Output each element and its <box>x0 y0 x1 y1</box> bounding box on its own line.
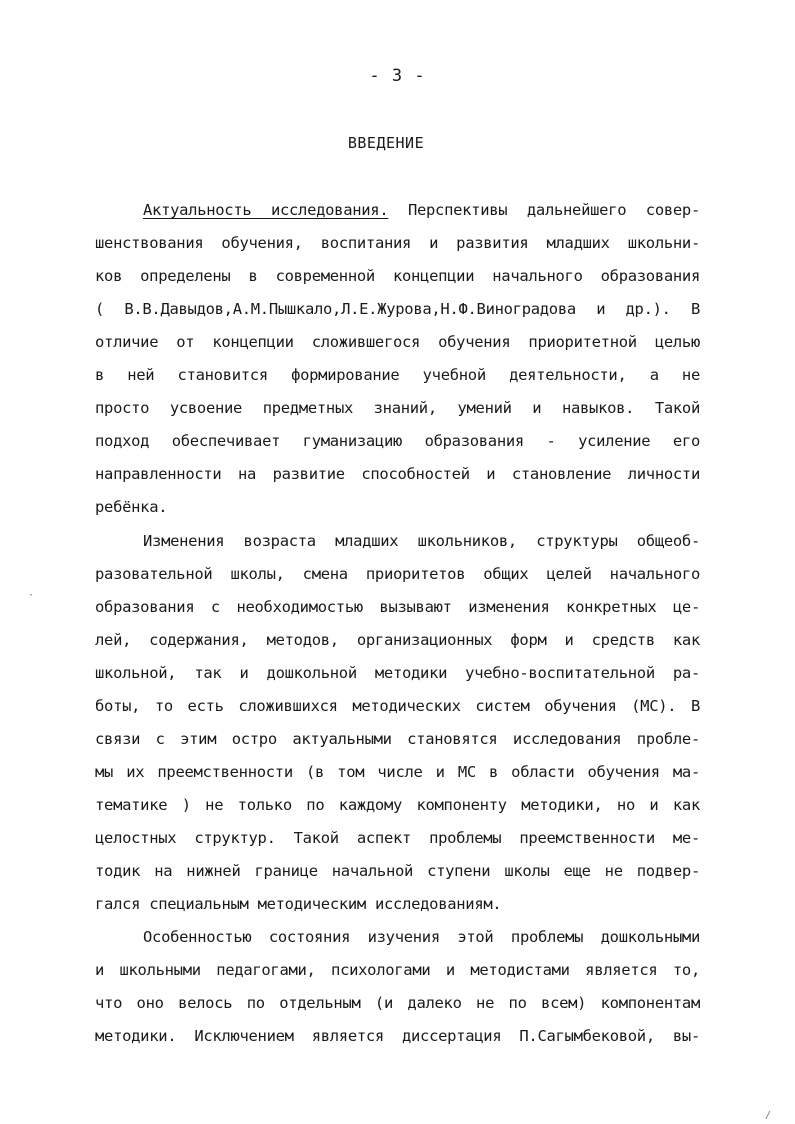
paragraph-1-line-3: ков определены в современной концепции начального образования <box>95 267 700 285</box>
paragraph-2-line-1: Изменения возраста младших школьников, структуры общеоб- <box>143 532 700 550</box>
scan-speck: / <box>765 1110 772 1121</box>
paragraph-2-line-6: боты, то есть сложившихся методических систем обучения (МС). В <box>95 697 700 715</box>
paragraph-2-line-12: гался специальным методическим исследованиям. <box>95 895 502 913</box>
paragraph-3-line-2: и школьными педагогами, психологами и методистами является то, <box>95 961 700 979</box>
section-heading: ВВЕДЕНИЕ <box>347 134 425 152</box>
page-number: - 3 - <box>369 66 426 86</box>
paragraph-2-line-4: лей, содержания, методов, организационных форм и средств как <box>95 631 700 649</box>
paragraph-2-line-8: мы их преемственности (в том числе и МС в области обучения ма- <box>95 763 700 781</box>
paragraph-1-line-10: ребёнка. <box>95 498 168 516</box>
paragraph-1-line-2: шенствования обучения, воспитания и развития младших школьни- <box>95 234 700 252</box>
paragraph-2-line-9: тематике ) не только по каждому компоненту методики, но и как <box>95 796 700 814</box>
paragraph-2-line-7: связи с этим остро актуальными становятся исследования пробле- <box>95 730 700 748</box>
line-text: Перспективы дальнейшего совер- <box>388 201 700 219</box>
paragraph-1-line-6: в ней становится формирование учебной деятельности, а не <box>95 366 700 384</box>
paragraph-1-line-9: направленности на развитие способностей и становление личности <box>95 465 700 483</box>
paragraph-3-line-1: Особенностью состояния изучения этой проблемы дошкольными <box>143 928 700 946</box>
paragraph-3-line-4: методики. Исключением является диссертация П.Сагымбековой, вы- <box>95 1027 700 1045</box>
paragraph-1-line-8: подход обеспечивает гуманизацию образования - усиление его <box>95 432 700 450</box>
paragraph-2-line-10: целостных структур. Такой аспект проблемы преемственности ме- <box>95 829 700 847</box>
relevance-lead-in: Актуальность исследования. <box>143 201 389 219</box>
paragraph-2-line-5: школьной, так и дошкольной методики учебно-воспитательной ра- <box>95 664 700 682</box>
paragraph-2-line-11: тодик на нижней границе начальной ступени школы еще не подвер- <box>95 862 700 880</box>
paragraph-1-line-5: отличие от концепции сложившегося обучения приоритетной целью <box>95 333 700 351</box>
paragraph-2-line-2: разовательной школы, смена приоритетов общих целей начального <box>95 565 700 583</box>
paragraph-1-line-1 <box>143 199 700 221</box>
paragraph-1-line-4: ( В.В.Давыдов,А.М.Пышкало,Л.Е.Журова,Н.Ф.Виноградова и др.). В <box>95 300 700 318</box>
paragraph-1-line-7: просто усвоение предметных знаний, умений и навыков. Такой <box>95 399 700 417</box>
paragraph-3-line-3: что оно велось по отдельным (и далеко не по всем) компонентам <box>95 994 700 1012</box>
scan-speck: · <box>28 590 35 601</box>
paragraph-2-line-3: образования с необходимостью вызывают изменения конкретных це- <box>95 598 700 616</box>
